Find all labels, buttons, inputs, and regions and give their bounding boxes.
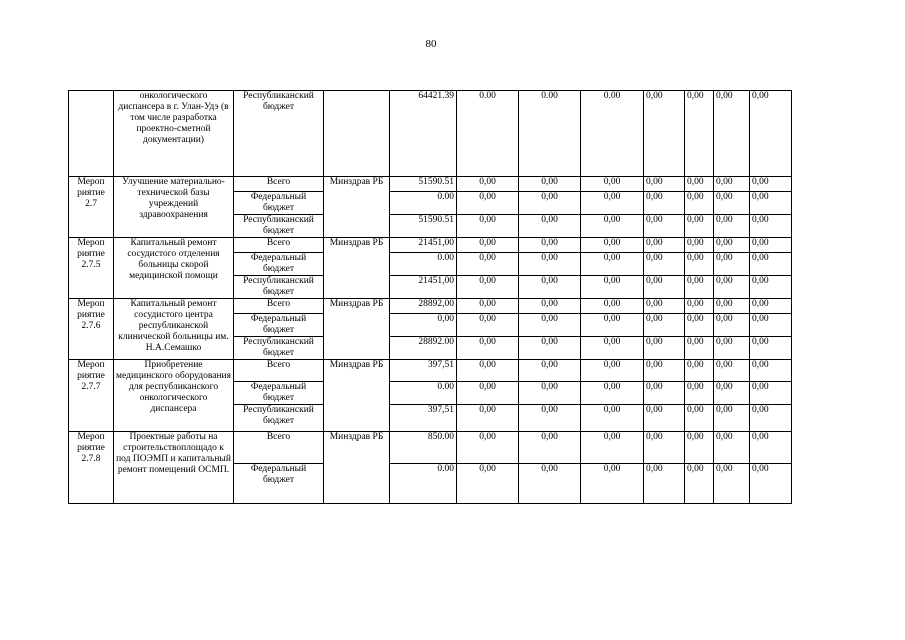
value-cell: 0.00 <box>581 91 644 177</box>
total-cell: 21451,00 <box>390 238 457 253</box>
value-cell: 0,00 <box>685 192 714 215</box>
total-cell: 0.00 <box>390 382 457 405</box>
value-cell: 0,00 <box>581 299 644 314</box>
value-cell: 0,00 <box>519 192 581 215</box>
funding-source: Всего <box>234 360 324 382</box>
value-cell: 0,00 <box>581 360 644 382</box>
table-row <box>69 91 792 177</box>
page-number: 80 <box>425 38 437 50</box>
value-cell: 0,00 <box>519 299 581 314</box>
value-cell: 0,00 <box>457 405 519 432</box>
table-row <box>69 360 792 382</box>
value-cell: 0.00 <box>457 91 519 177</box>
funding-source: Всего <box>234 238 324 253</box>
funding-source: Федеральный бюджет <box>234 192 324 215</box>
value-cell: 0,00 <box>457 299 519 314</box>
value-cell: 0,00 <box>714 314 750 337</box>
value-cell: 0,00 <box>714 299 750 314</box>
value-cell: 0,00 <box>685 382 714 405</box>
table-row <box>69 432 792 464</box>
value-cell: 0,00 <box>457 360 519 382</box>
measure-code: Мероп риятие 2.7.5 <box>69 238 114 299</box>
measure-code: Мероп риятие 2.7.8 <box>69 432 114 504</box>
funding-source: Всего <box>234 299 324 314</box>
total-cell: 0.00 <box>390 253 457 276</box>
value-cell: 0,00 <box>457 177 519 192</box>
value-cell: 0,00 <box>685 360 714 382</box>
value-cell: 0,00 <box>457 337 519 360</box>
measure-name: Капитальный ремонт сосудистого центра республиканской клинической больницы им. Н.А.Семашко <box>114 299 234 360</box>
total-cell: 0,00 <box>390 314 457 337</box>
value-cell: 0,00 <box>644 432 685 464</box>
total-cell: 51590.51 <box>390 215 457 238</box>
executor-cell: Минздрав РБ <box>324 299 390 360</box>
value-cell: 0,00 <box>519 382 581 405</box>
value-cell: 0,00 <box>714 360 750 382</box>
value-cell: 0,00 <box>457 238 519 253</box>
measure-name: Улучшение материально-технической базы учреждений здравоохранения <box>114 177 234 238</box>
value-cell: 0,00 <box>644 177 685 192</box>
measure-name: Проектные работы на строительствоплощадо к под ПОЭМП и капитальный ремонт помещений ОСМП. <box>114 432 234 504</box>
measure-code: Мероп риятие 2.7 <box>69 177 114 238</box>
value-cell: 0,00 <box>581 276 644 299</box>
value-cell: 0,00 <box>519 432 581 464</box>
value-cell: 0,00 <box>714 253 750 276</box>
value-cell: 0,00 <box>750 337 792 360</box>
value-cell: 0,00 <box>644 91 685 177</box>
value-cell: 0,00 <box>457 382 519 405</box>
value-cell: 0,00 <box>644 192 685 215</box>
value-cell: 0,00 <box>581 382 644 405</box>
value-cell: 0,00 <box>644 382 685 405</box>
value-cell: 0,00 <box>685 238 714 253</box>
funding-source: Федеральный бюджет <box>234 382 324 405</box>
value-cell: 0,00 <box>581 192 644 215</box>
value-cell: 0,00 <box>519 276 581 299</box>
value-cell: 0,00 <box>519 177 581 192</box>
value-cell: 0,00 <box>457 432 519 464</box>
value-cell: 0,00 <box>750 382 792 405</box>
value-cell: 0,00 <box>644 314 685 337</box>
funding-source: Республиканский бюджет <box>234 405 324 432</box>
value-cell: 0,00 <box>581 177 644 192</box>
value-cell: 0,00 <box>581 337 644 360</box>
value-cell: 0,00 <box>685 91 714 177</box>
table-row <box>69 177 792 192</box>
value-cell: 0.00 <box>519 91 581 177</box>
value-cell: 0,00 <box>644 464 685 504</box>
value-cell: 0,00 <box>457 276 519 299</box>
total-cell: 850.00 <box>390 432 457 464</box>
value-cell: 0,00 <box>644 405 685 432</box>
measure-name: Приобретение медицинского оборудования для республиканского онкологического диспансера <box>114 360 234 432</box>
value-cell: 0,00 <box>750 91 792 177</box>
value-cell: 0,00 <box>750 215 792 238</box>
value-cell: 0,00 <box>685 215 714 238</box>
value-cell: 0,00 <box>714 276 750 299</box>
value-cell: 0,00 <box>457 464 519 504</box>
value-cell: 0,00 <box>519 314 581 337</box>
measure-name: Капитальный ремонт сосудистого отделения больницы скорой медицинской помощи <box>114 238 234 299</box>
value-cell: 0,00 <box>714 192 750 215</box>
value-cell: 0,00 <box>714 177 750 192</box>
measure-code: Мероп риятие 2.7.6 <box>69 299 114 360</box>
value-cell: 0,00 <box>644 360 685 382</box>
value-cell: 0,00 <box>644 215 685 238</box>
value-cell: 0,00 <box>750 177 792 192</box>
table-row <box>69 299 792 314</box>
executor-cell <box>324 91 390 177</box>
value-cell: 0,00 <box>457 215 519 238</box>
value-cell: 0,00 <box>581 238 644 253</box>
value-cell: 0,00 <box>714 215 750 238</box>
total-cell: 28892.00 <box>390 337 457 360</box>
budget-table <box>68 90 792 504</box>
value-cell: 0,00 <box>685 405 714 432</box>
value-cell: 0,00 <box>644 238 685 253</box>
funding-source: Республиканский бюджет <box>234 215 324 238</box>
value-cell: 0,00 <box>581 314 644 337</box>
value-cell: 0,00 <box>685 253 714 276</box>
value-cell: 0,00 <box>685 276 714 299</box>
value-cell: 0,00 <box>750 405 792 432</box>
value-cell: 0,00 <box>750 314 792 337</box>
total-cell: 0.00 <box>390 192 457 215</box>
value-cell: 0,00 <box>750 299 792 314</box>
total-cell: 64421.39 <box>390 91 457 177</box>
total-cell: 21451,00 <box>390 276 457 299</box>
value-cell: 0,00 <box>457 192 519 215</box>
value-cell: 0,00 <box>685 314 714 337</box>
executor-cell: Минздрав РБ <box>324 238 390 299</box>
value-cell: 0,00 <box>644 337 685 360</box>
total-cell: 0.00 <box>390 464 457 504</box>
executor-cell: Минздрав РБ <box>324 177 390 238</box>
value-cell: 0,00 <box>685 432 714 464</box>
funding-source: Всего <box>234 432 324 464</box>
value-cell: 0,00 <box>750 238 792 253</box>
value-cell: 0,00 <box>457 253 519 276</box>
value-cell: 0,00 <box>581 253 644 276</box>
value-cell: 0,00 <box>519 405 581 432</box>
funding-source: Федеральный бюджет <box>234 314 324 337</box>
value-cell: 0,00 <box>714 337 750 360</box>
value-cell: 0,00 <box>685 177 714 192</box>
value-cell: 0,00 <box>457 314 519 337</box>
value-cell: 0,00 <box>519 464 581 504</box>
executor-cell: Минздрав РБ <box>324 360 390 432</box>
value-cell: 0,00 <box>750 464 792 504</box>
value-cell: 0,00 <box>714 405 750 432</box>
value-cell: 0,00 <box>519 215 581 238</box>
value-cell: 0,00 <box>750 253 792 276</box>
table-row <box>69 238 792 253</box>
value-cell: 0,00 <box>750 276 792 299</box>
total-cell: 28892,00 <box>390 299 457 314</box>
value-cell: 0,00 <box>644 276 685 299</box>
funding-source: Всего <box>234 177 324 192</box>
value-cell: 0,00 <box>714 382 750 405</box>
executor-cell: Минздрав РБ <box>324 432 390 504</box>
value-cell: 0,00 <box>519 253 581 276</box>
measure-code: Мероп риятие 2.7.7 <box>69 360 114 432</box>
value-cell: 0,00 <box>685 299 714 314</box>
funding-source: Республиканский бюджет <box>234 337 324 360</box>
value-cell: 0,00 <box>581 215 644 238</box>
funding-source: Республиканский бюджет <box>234 91 324 177</box>
value-cell: 0,00 <box>714 91 750 177</box>
value-cell: 0,00 <box>685 464 714 504</box>
value-cell: 0,00 <box>714 238 750 253</box>
value-cell: 0,00 <box>519 238 581 253</box>
measure-name: онкологического диспансера в г. Улан-Удэ (в том числе разработка проектно-сметной документации) <box>114 91 234 177</box>
value-cell: 0,00 <box>750 360 792 382</box>
value-cell: 0,00 <box>714 432 750 464</box>
table-body <box>69 91 792 504</box>
funding-source: Федеральный бюджет <box>234 253 324 276</box>
value-cell: 0,00 <box>750 192 792 215</box>
value-cell: 0,00 <box>581 405 644 432</box>
value-cell: 0,00 <box>581 464 644 504</box>
value-cell: 0,00 <box>519 360 581 382</box>
value-cell: 0,00 <box>644 299 685 314</box>
value-cell: 0,00 <box>519 337 581 360</box>
funding-source: Республиканский бюджет <box>234 276 324 299</box>
total-cell: 397,51 <box>390 360 457 382</box>
total-cell: 397,51 <box>390 405 457 432</box>
total-cell: 51590.51 <box>390 177 457 192</box>
value-cell: 0,00 <box>714 464 750 504</box>
code-cell <box>69 91 114 177</box>
value-cell: 0,00 <box>750 432 792 464</box>
value-cell: 0,00 <box>644 253 685 276</box>
value-cell: 0,00 <box>581 432 644 464</box>
value-cell: 0,00 <box>685 337 714 360</box>
funding-source: Федеральный бюджет <box>234 464 324 504</box>
